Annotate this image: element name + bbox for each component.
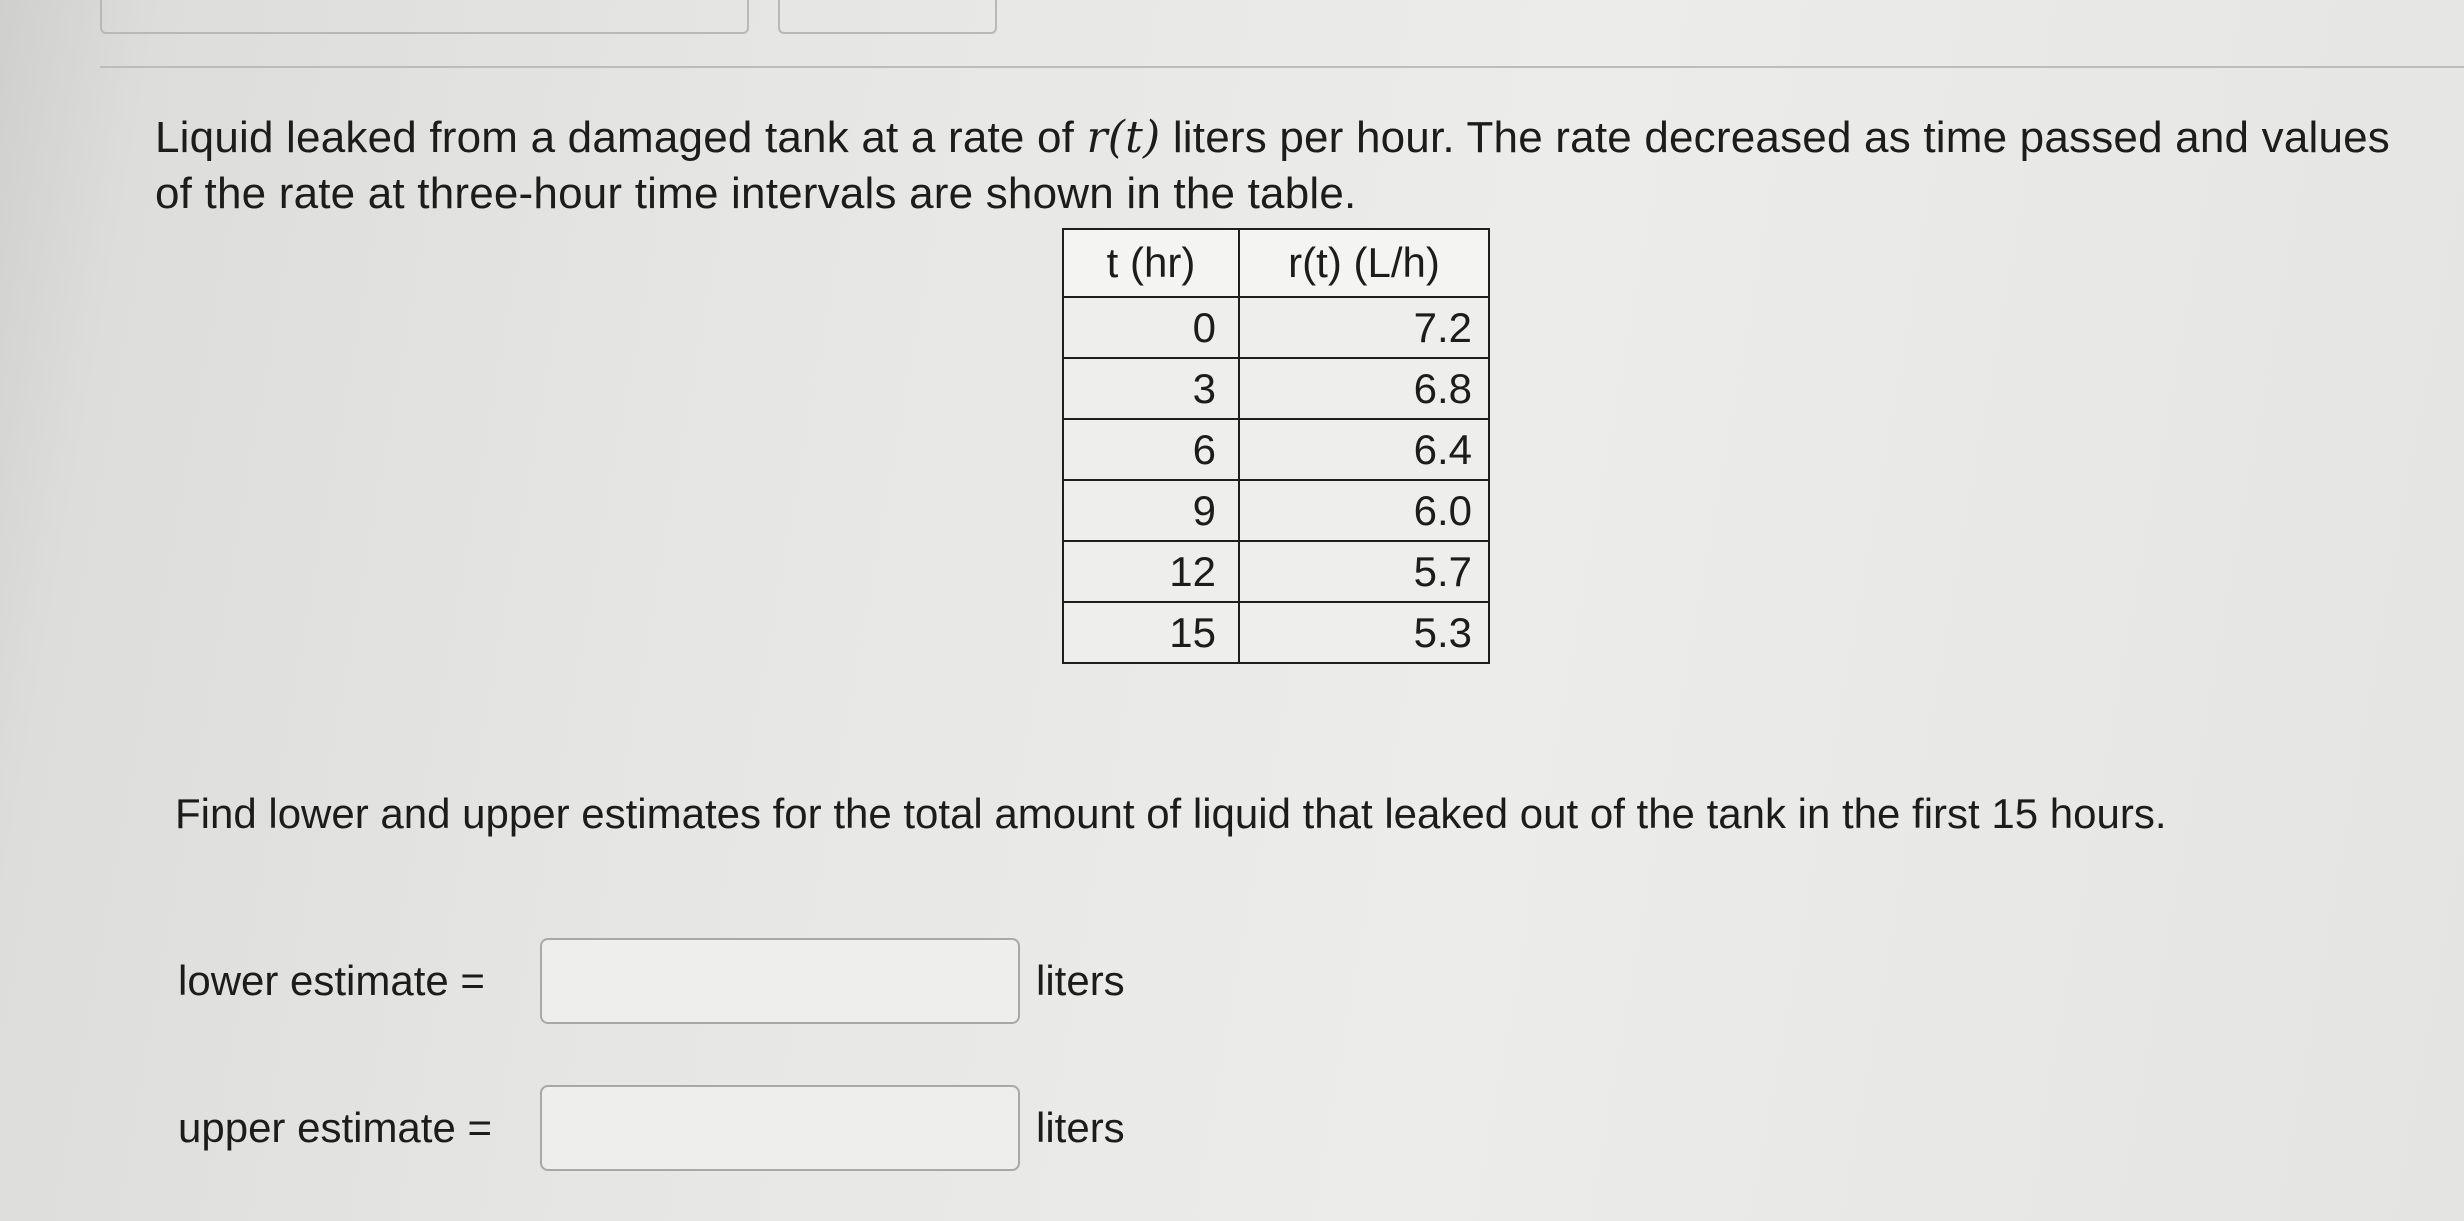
table-header-row [1063,229,1489,297]
upper-estimate-label: upper estimate = [178,1104,493,1151]
header-rate: r(t) (L/h) [1239,229,1489,297]
rate-cell: 5.7 [1239,541,1489,602]
lower-estimate-label: lower estimate = [178,957,485,1004]
rate-cell: 7.2 [1239,297,1489,358]
rate-cell: 5.3 [1239,602,1489,663]
header-time: t (hr) [1063,229,1239,297]
time-cell: 0 [1063,297,1239,358]
previous-answer-box [100,0,749,34]
problem-intro-part2: liters per hour. The rate decreased as time passed and values of the rate at three-hour time intervals are shown in the table. [155,113,2391,218]
rate-cell: 6.8 [1239,358,1489,419]
table-row [1063,602,1489,663]
section-divider [100,66,2464,68]
rate-table [1062,228,1490,664]
previous-answer-box-small [778,0,997,34]
upper-estimate-unit: liters [1036,1104,1125,1151]
lower-estimate-unit: liters [1036,957,1125,1004]
table-row [1063,297,1489,358]
rate-cell: 6.4 [1239,419,1489,480]
question-text: Find lower and upper estimates for the total amount of liquid that leaked out of the tank in the first 15 hours. [175,790,2167,837]
rate-cell: 6.0 [1239,480,1489,541]
lower-estimate-row [178,936,1125,1026]
table-row [1063,541,1489,602]
time-cell: 9 [1063,480,1239,541]
problem-intro-part1: Liquid leaked from a damaged tank at a rate of [155,113,1087,162]
time-cell: 3 [1063,358,1239,419]
rate-function-symbol: r(t) [1086,112,1161,163]
time-cell: 15 [1063,602,1239,663]
time-cell: 6 [1063,419,1239,480]
upper-estimate-input[interactable] [540,1085,1020,1171]
table-row [1063,358,1489,419]
time-cell: 12 [1063,541,1239,602]
problem-statement [155,110,2415,222]
upper-estimate-row [178,1083,1125,1173]
lower-estimate-input[interactable] [540,938,1020,1024]
table-row [1063,419,1489,480]
table-row [1063,480,1489,541]
